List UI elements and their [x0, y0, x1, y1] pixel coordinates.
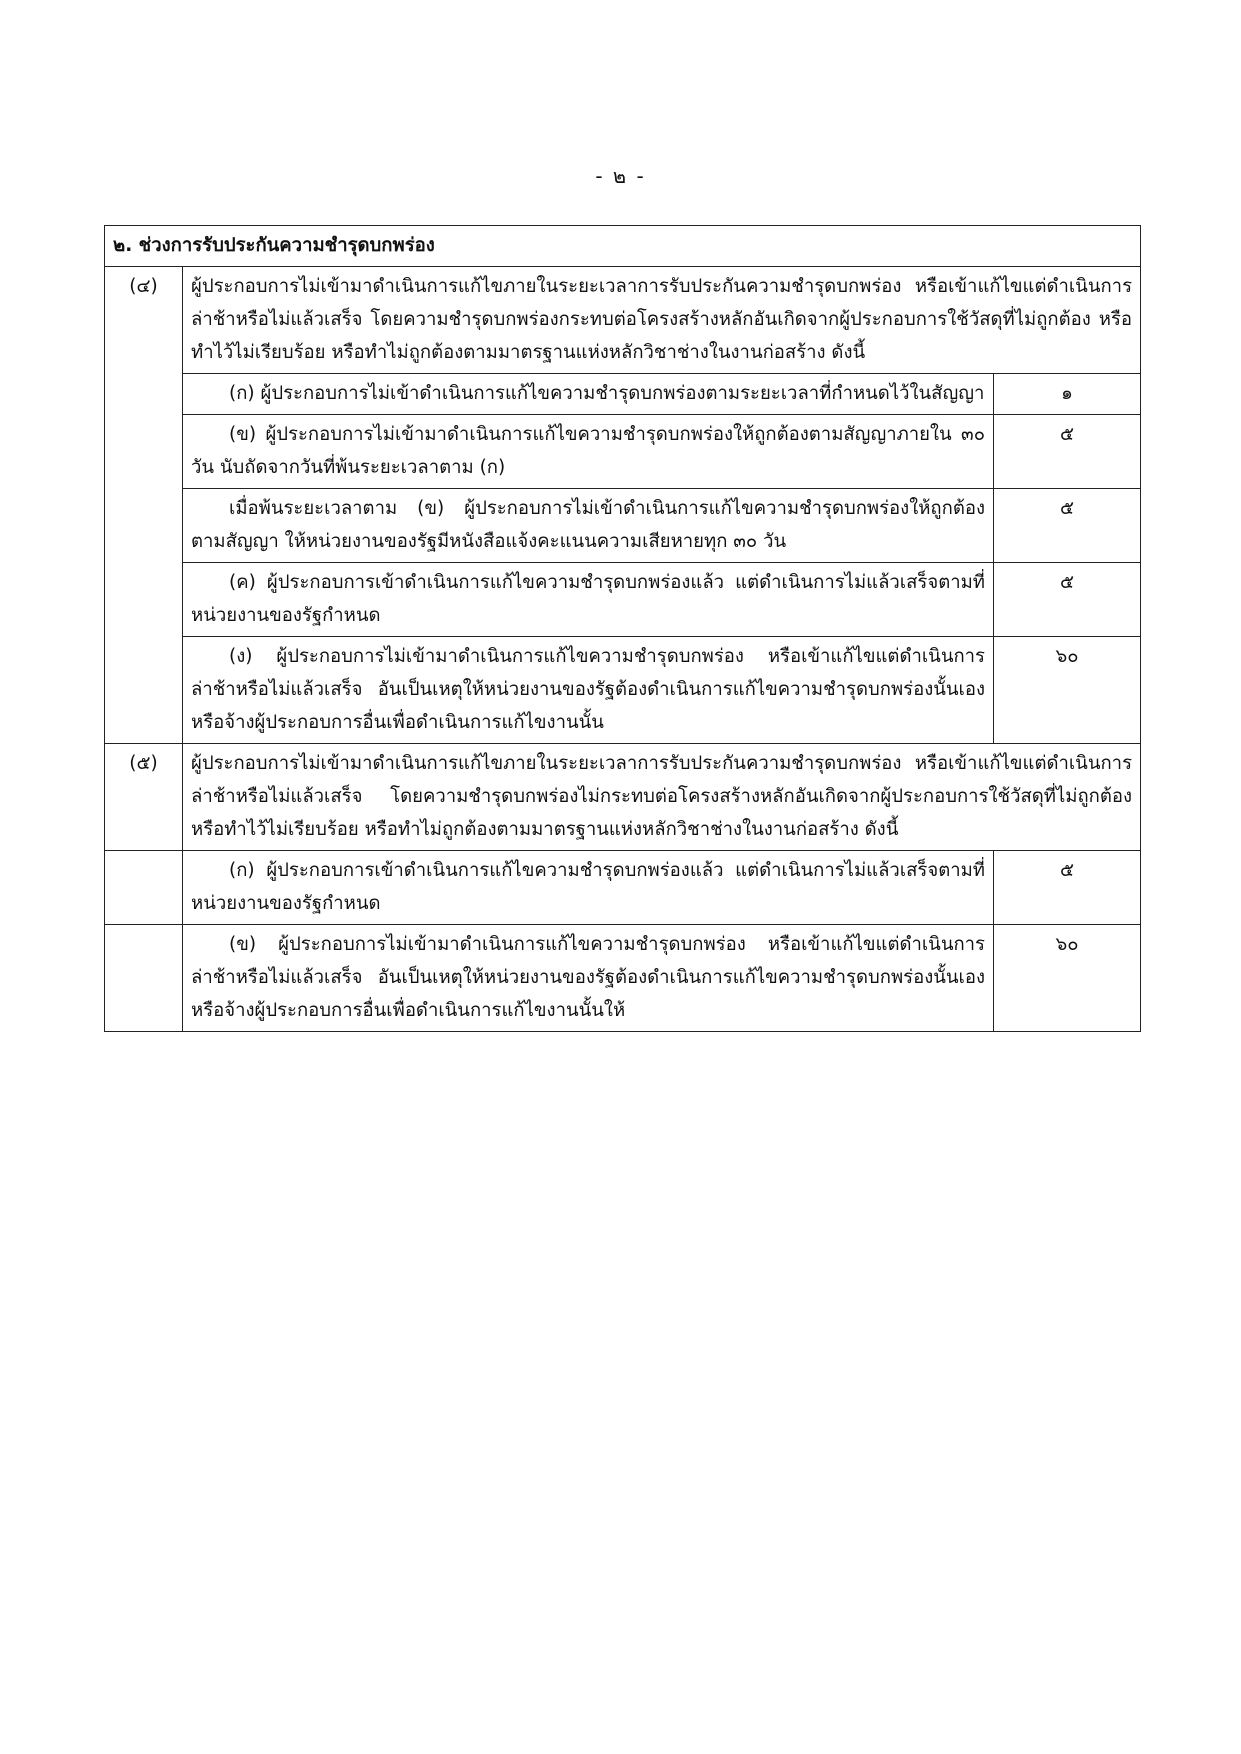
subitem-row: [105, 415, 1141, 489]
subitem-text: [183, 563, 994, 637]
item-number: (๕): [105, 744, 183, 851]
subitem-row: [105, 489, 1141, 563]
subitem-score: ๖๐: [994, 925, 1141, 1032]
item-description: ผู้ประกอบการไม่เข้ามาดำเนินการแก้ไขภายในระยะเวลาการรับประกันความชำรุดบกพร่อง หรือเข้าแก้ไขแต่ดำเนินการล่าช้าหรือไม่แล้วเสร็จ โดยความชำรุดบกพร่องกระทบต่อโครงสร้างหลักอันเกิดจากผู้ประกอบการใช้วัสดุที่ไม่ถูกต้อง หรือทำไว้ไม่เรียบร้อย หรือทำไม่ถูกต้องตามมาตรฐานแห่งหลักวิชาช่างในงานก่อสร้าง ดังนี้: [183, 267, 1141, 374]
subitem-text: [183, 415, 994, 489]
penalty-criteria-table: [104, 225, 1141, 1032]
subitem-score: ๑: [994, 374, 1141, 415]
item-number: (๔): [105, 267, 183, 744]
subitem-score: ๖๐: [994, 637, 1141, 744]
subitem-text: [183, 925, 994, 1032]
subitem-row: [105, 851, 1141, 925]
subitem-text: [183, 374, 994, 415]
empty-label-cell: [105, 925, 183, 1032]
page-number: - ๒ -: [595, 164, 646, 188]
subitem-text-content: (ง) ผู้ประกอบการไม่เข้ามาดำเนินการแก้ไขความชำรุดบกพร่อง หรือเข้าแก้ไขแต่ดำเนินการล่าช้าหรือไม่แล้วเสร็จ อันเป็นเหตุให้หน่วยงานของรัฐต้องดำเนินการแก้ไขความชำรุดบกพร่องนั้นเอง หรือจ้างผู้ประกอบการอื่นเพื่อดำเนินการแก้ไขงานนั้น: [191, 646, 985, 733]
subitem-text: [183, 851, 994, 925]
empty-label-cell: [105, 851, 183, 925]
subitem-text-content: (ข) ผู้ประกอบการไม่เข้ามาดำเนินการแก้ไขความชำรุดบกพร่องให้ถูกต้องตามสัญญาภายใน ๓๐ วัน นับถัดจากวันที่พ้นระยะเวลาตาม (ก): [191, 424, 985, 478]
subitem-text-content: (ข) ผู้ประกอบการไม่เข้ามาดำเนินการแก้ไขความชำรุดบกพร่อง หรือเข้าแก้ไขแต่ดำเนินการล่าช้าหรือไม่แล้วเสร็จ อันเป็นเหตุให้หน่วยงานของรัฐต้องดำเนินการแก้ไขความชำรุดบกพร่องนั้นเอง หรือจ้างผู้ประกอบการอื่นเพื่อดำเนินการแก้ไขงานนั้นให้: [191, 934, 985, 1021]
subitem-score: ๕: [994, 415, 1141, 489]
subitem-text-content: เมื่อพ้นระยะเวลาตาม (ข) ผู้ประกอบการไม่เข้าดำเนินการแก้ไขความชำรุดบกพร่องให้ถูกต้องตามสัญญา ให้หน่วยงานของรัฐมีหนังสือแจ้งคะแนนความเสียหายทุก ๓๐ วัน: [191, 498, 985, 552]
subitem-row: [105, 925, 1141, 1032]
section-header-row: [105, 226, 1141, 267]
subitem-score: ๕: [994, 489, 1141, 563]
subitem-score: ๕: [994, 851, 1141, 925]
item-row: [105, 267, 1141, 374]
item-description: ผู้ประกอบการไม่เข้ามาดำเนินการแก้ไขภายในระยะเวลาการรับประกันความชำรุดบกพร่อง หรือเข้าแก้ไขแต่ดำเนินการล่าช้าหรือไม่แล้วเสร็จ โดยความชำรุดบกพร่องไม่กระทบต่อโครงสร้างหลักอันเกิดจากผู้ประกอบการใช้วัสดุที่ไม่ถูกต้อง หรือทำไว้ไม่เรียบร้อย หรือทำไม่ถูกต้องตามมาตรฐานแห่งหลักวิชาช่างในงานก่อสร้าง ดังนี้: [183, 744, 1141, 851]
subitem-row: [105, 563, 1141, 637]
subitem-row: [105, 374, 1141, 415]
subitem-text: [183, 637, 994, 744]
subitem-text-content: (ค) ผู้ประกอบการเข้าดำเนินการแก้ไขความชำรุดบกพร่องแล้ว แต่ดำเนินการไม่แล้วเสร็จตามที่หน่วยงานของรัฐกำหนด: [191, 572, 985, 626]
subitem-text-content: (ก) ผู้ประกอบการเข้าดำเนินการแก้ไขความชำรุดบกพร่องแล้ว แต่ดำเนินการไม่แล้วเสร็จตามที่หน่วยงานของรัฐกำหนด: [191, 860, 985, 914]
section-title: ๒. ช่วงการรับประกันความชำรุดบกพร่อง: [105, 226, 1141, 267]
subitem-text: [183, 489, 994, 563]
item-row: [105, 744, 1141, 851]
subitem-row: [105, 637, 1141, 744]
subitem-text-content: (ก) ผู้ประกอบการไม่เข้าดำเนินการแก้ไขความชำรุดบกพร่องตามระยะเวลาที่กำหนดไว้ในสัญญา: [229, 383, 985, 404]
subitem-score: ๕: [994, 563, 1141, 637]
